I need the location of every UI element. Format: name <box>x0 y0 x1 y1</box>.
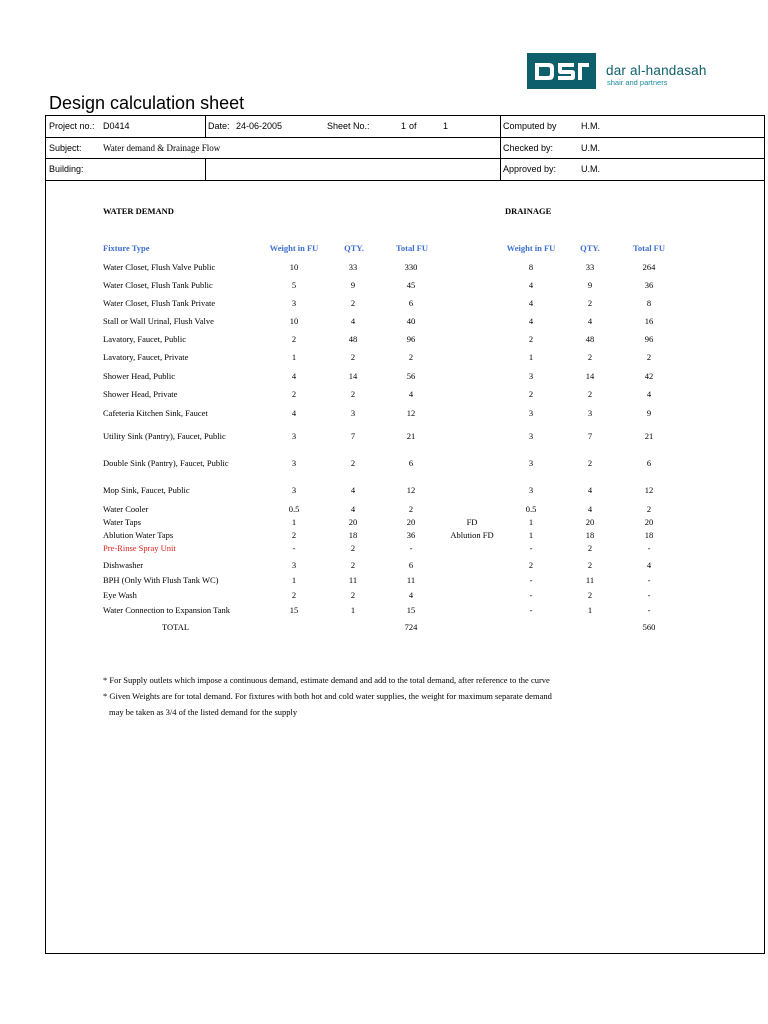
drainage-total-cell: - <box>647 605 651 615</box>
water-total-cell: 11 <box>406 575 416 585</box>
water-qty-cell: 2 <box>350 352 356 362</box>
drainage-weight-cell: - <box>529 590 533 600</box>
water-qty-cell: 7 <box>350 431 356 441</box>
water-total-cell: 12 <box>406 485 416 495</box>
drainage-qty-cell: 3 <box>587 408 593 418</box>
drainage-qty-cell: 2 <box>587 352 593 362</box>
water-weight-cell: 10 <box>289 316 299 326</box>
drainage-qty-cell: 2 <box>587 560 593 570</box>
fixture-name-cell: Water Connection to Expansion Tank <box>103 605 230 615</box>
water-total-cell: 330 <box>404 262 418 272</box>
drainage-qty-cell: 4 <box>587 316 593 326</box>
water-total-cell: 45 <box>406 280 416 290</box>
col-drain-total-fu: Total FU <box>632 243 666 253</box>
drainage-weight-cell: 1 <box>528 530 534 540</box>
water-total-cell: 40 <box>406 316 416 326</box>
drainage-weight-cell: 0.5 <box>525 504 537 514</box>
page-title: Design calculation sheet <box>49 93 245 113</box>
drainage-qty-cell: 4 <box>587 485 593 495</box>
drainage-total-cell: 36 <box>644 280 654 290</box>
drainage-qty-cell: 18 <box>585 530 595 540</box>
water-qty-cell: 18 <box>348 530 358 540</box>
water-total-cell: 20 <box>406 517 416 527</box>
fixture-name-cell: Dishwasher <box>103 560 144 570</box>
project-label: Project no.: <box>49 121 95 131</box>
drainage-weight-cell: 4 <box>528 280 534 290</box>
drainage-qty-cell: 2 <box>587 389 593 399</box>
col-fixture-type: Fixture Type <box>103 243 150 253</box>
drainage-weight-cell: 2 <box>528 334 534 344</box>
drainage-qty-cell: 14 <box>585 371 595 381</box>
water-weight-cell: 1 <box>291 517 297 527</box>
fixture-name-cell: Double Sink (Pantry), Faucet, Public <box>103 458 229 468</box>
water-weight-cell: 1 <box>291 352 297 362</box>
company-logo <box>527 53 596 89</box>
water-qty-cell: 3 <box>350 408 356 418</box>
fixture-name-cell: Stall or Wall Urinal, Flush Valve <box>103 316 214 326</box>
col-qty: QTY. <box>344 243 364 253</box>
fixture-name-cell: Water Closet, Flush Valve Public <box>103 262 216 272</box>
header-divider <box>45 137 765 138</box>
fixture-name-cell: Cafeteria Kitchen Sink, Faucet <box>103 408 208 418</box>
drainage-total-cell: 9 <box>646 408 652 418</box>
water-weight-cell: 2 <box>291 389 297 399</box>
water-qty-cell: 2 <box>350 298 356 308</box>
sheet-of: of <box>409 121 417 131</box>
drainage-type-cell: Ablution FD <box>450 530 494 540</box>
drainage-weight-cell: 2 <box>528 389 534 399</box>
approved-value: U.M. <box>581 164 600 174</box>
drainage-qty-cell: 2 <box>587 458 593 468</box>
water-weight-cell: 5 <box>291 280 297 290</box>
water-qty-cell: 20 <box>348 517 358 527</box>
drainage-total-cell: 4 <box>646 560 652 570</box>
subject-label: Subject: <box>49 143 82 153</box>
drainage-weight-cell: 2 <box>528 560 534 570</box>
drainage-weight-cell: - <box>529 543 533 553</box>
water-total-cell: 12 <box>406 408 416 418</box>
col-drain-weight-fu: Weight in FU <box>506 243 556 253</box>
col-drain-qty: QTY. <box>580 243 600 253</box>
note-line: * Given Weights are for total demand. For fixtures with both hot and cold water supplies, the weight for maximum separate demand <box>103 691 552 701</box>
drainage-total-cell: 20 <box>644 517 654 527</box>
drainage-qty-cell: 48 <box>585 334 595 344</box>
drainage-heading: DRAINAGE <box>505 206 552 216</box>
drainage-qty-cell: 33 <box>585 262 595 272</box>
drainage-weight-cell: 4 <box>528 298 534 308</box>
drainage-weight-cell: 3 <box>528 431 534 441</box>
building-label: Building: <box>49 164 84 174</box>
water-weight-cell: 1 <box>291 575 297 585</box>
water-total-cell: 4 <box>408 389 414 399</box>
fixture-name-cell: Water Closet, Flush Tank Public <box>103 280 213 290</box>
drainage-total-cell: - <box>647 575 651 585</box>
fixture-name-cell: Pre-Rinse Spray Unit <box>103 543 176 553</box>
drainage-qty-cell: 9 <box>587 280 593 290</box>
water-qty-cell: 2 <box>350 458 356 468</box>
note-line: may be taken as 3/4 of the listed demand for the supply <box>109 707 298 717</box>
fixture-name-cell: Utility Sink (Pantry), Faucet, Public <box>103 431 226 441</box>
drainage-total-cell: - <box>647 590 651 600</box>
water-weight-cell: 3 <box>291 458 297 468</box>
water-weight-cell: 3 <box>291 431 297 441</box>
drainage-total-cell: 18 <box>644 530 654 540</box>
drainage-total-cell: 12 <box>644 485 654 495</box>
drainage-weight-cell: 3 <box>528 458 534 468</box>
header-divider <box>500 115 501 180</box>
subject-value: Water demand & Drainage Flow <box>103 143 221 153</box>
drainage-qty-cell: 11 <box>585 575 595 585</box>
header-divider <box>45 180 765 181</box>
drainage-total-cell: 42 <box>644 371 654 381</box>
drainage-weight-cell: - <box>529 575 533 585</box>
water-weight-cell: 2 <box>291 530 297 540</box>
sheet-value: 1 <box>401 121 407 131</box>
drainage-total-cell: 6 <box>646 458 652 468</box>
water-qty-cell: 2 <box>350 590 356 600</box>
drainage-qty-cell: 1 <box>587 605 593 615</box>
water-qty-cell: 2 <box>350 543 356 553</box>
water-total-cell: - <box>409 543 413 553</box>
fixture-name-cell: Water Closet, Flush Tank Private <box>103 298 216 308</box>
water-total-cell: 15 <box>406 605 416 615</box>
drainage-total-cell: 264 <box>642 262 656 272</box>
date-value: 24-06-2005 <box>236 121 283 131</box>
drainage-qty-cell: 20 <box>585 517 595 527</box>
col-total-fu: Total FU <box>395 243 429 253</box>
water-total-cell: 6 <box>408 458 414 468</box>
water-weight-cell: 2 <box>291 334 297 344</box>
water-qty-cell: 14 <box>348 371 358 381</box>
fixture-name-cell: Eye Wash <box>103 590 137 600</box>
total-drainage-fu: 560 <box>642 622 656 632</box>
water-qty-cell: 9 <box>350 280 356 290</box>
header-divider <box>205 115 206 137</box>
water-total-cell: 2 <box>408 352 414 362</box>
drainage-total-cell: 2 <box>646 352 652 362</box>
water-total-cell: 96 <box>406 334 416 344</box>
drainage-type-cell: FD <box>466 517 478 527</box>
water-total-cell: 6 <box>408 298 414 308</box>
total-label: TOTAL <box>162 622 190 632</box>
water-weight-cell: 3 <box>291 560 297 570</box>
water-weight-cell: 3 <box>291 298 297 308</box>
drainage-total-cell: 96 <box>644 334 654 344</box>
fixture-name-cell: Water Taps <box>103 517 141 527</box>
drainage-total-cell: 2 <box>646 504 652 514</box>
sheet-label: Sheet No.: <box>327 121 370 131</box>
col-weight-fu: Weight in FU <box>269 243 319 253</box>
computed-value: H.M. <box>581 121 600 131</box>
water-weight-cell: 15 <box>289 605 299 615</box>
date-label: Date: <box>208 121 230 131</box>
drainage-weight-cell: 1 <box>528 352 534 362</box>
drainage-weight-cell: - <box>529 605 533 615</box>
water-weight-cell: 4 <box>291 371 297 381</box>
water-qty-cell: 4 <box>350 504 356 514</box>
checked-value: U.M. <box>581 143 600 153</box>
water-qty-cell: 4 <box>350 485 356 495</box>
drainage-weight-cell: 3 <box>528 371 534 381</box>
drainage-qty-cell: 7 <box>587 431 593 441</box>
water-weight-cell: 10 <box>289 262 299 272</box>
water-total-cell: 56 <box>406 371 416 381</box>
water-total-cell: 2 <box>408 504 414 514</box>
logo-mark-icon <box>527 53 596 89</box>
water-weight-cell: 2 <box>291 590 297 600</box>
fixture-name-cell: BPH (Only With Flush Tank WC) <box>103 575 219 585</box>
fixture-name-cell: Shower Head, Private <box>103 389 178 399</box>
water-total-cell: 4 <box>408 590 414 600</box>
logo-company-name: dar al-handasah <box>606 63 707 78</box>
water-qty-cell: 33 <box>348 262 358 272</box>
water-weight-cell: 0.5 <box>288 504 300 514</box>
water-weight-cell: - <box>292 543 296 553</box>
drainage-weight-cell: 3 <box>528 485 534 495</box>
drainage-weight-cell: 8 <box>528 262 534 272</box>
water-qty-cell: 1 <box>350 605 356 615</box>
water-total-cell: 21 <box>406 431 416 441</box>
drainage-total-cell: 8 <box>646 298 652 308</box>
water-total-cell: 36 <box>406 530 416 540</box>
total-water-fu: 724 <box>404 622 418 632</box>
water-weight-cell: 3 <box>291 485 297 495</box>
drainage-weight-cell: 1 <box>528 517 534 527</box>
drainage-qty-cell: 2 <box>587 590 593 600</box>
header-divider <box>205 158 206 180</box>
fixture-name-cell: Water Cooler <box>103 504 149 514</box>
drainage-qty-cell: 4 <box>587 504 593 514</box>
header-divider <box>45 158 765 159</box>
water-qty-cell: 11 <box>348 575 358 585</box>
computed-label: Computed by <box>503 121 557 131</box>
water-total-cell: 6 <box>408 560 414 570</box>
fixture-name-cell: Lavatory, Faucet, Public <box>103 334 187 344</box>
fixture-name-cell: Ablution Water Taps <box>103 530 174 540</box>
fixture-name-cell: Lavatory, Faucet, Private <box>103 352 189 362</box>
water-qty-cell: 2 <box>350 560 356 570</box>
water-weight-cell: 4 <box>291 408 297 418</box>
water-qty-cell: 48 <box>348 334 358 344</box>
fixture-name-cell: Mop Sink, Faucet, Public <box>103 485 190 495</box>
drainage-total-cell: 4 <box>646 389 652 399</box>
water-qty-cell: 2 <box>350 389 356 399</box>
project-value: D0414 <box>103 121 130 131</box>
drainage-total-cell: 21 <box>644 431 654 441</box>
drainage-weight-cell: 4 <box>528 316 534 326</box>
drainage-total-cell: 16 <box>644 316 654 326</box>
checked-label: Checked by: <box>503 143 554 153</box>
fixture-name-cell: Shower Head, Public <box>103 371 176 381</box>
drainage-total-cell: - <box>647 543 651 553</box>
sheet-total: 1 <box>443 121 449 131</box>
logo-tagline: shair and partners <box>607 78 668 87</box>
approved-label: Approved by: <box>503 164 557 174</box>
water-qty-cell: 4 <box>350 316 356 326</box>
note-line: * For Supply outlets which impose a continuous demand, estimate demand and add to the total demand, after reference to the curve <box>103 675 550 685</box>
water-demand-heading: WATER DEMAND <box>103 206 174 216</box>
drainage-qty-cell: 2 <box>587 543 593 553</box>
drainage-qty-cell: 2 <box>587 298 593 308</box>
drainage-weight-cell: 3 <box>528 408 534 418</box>
